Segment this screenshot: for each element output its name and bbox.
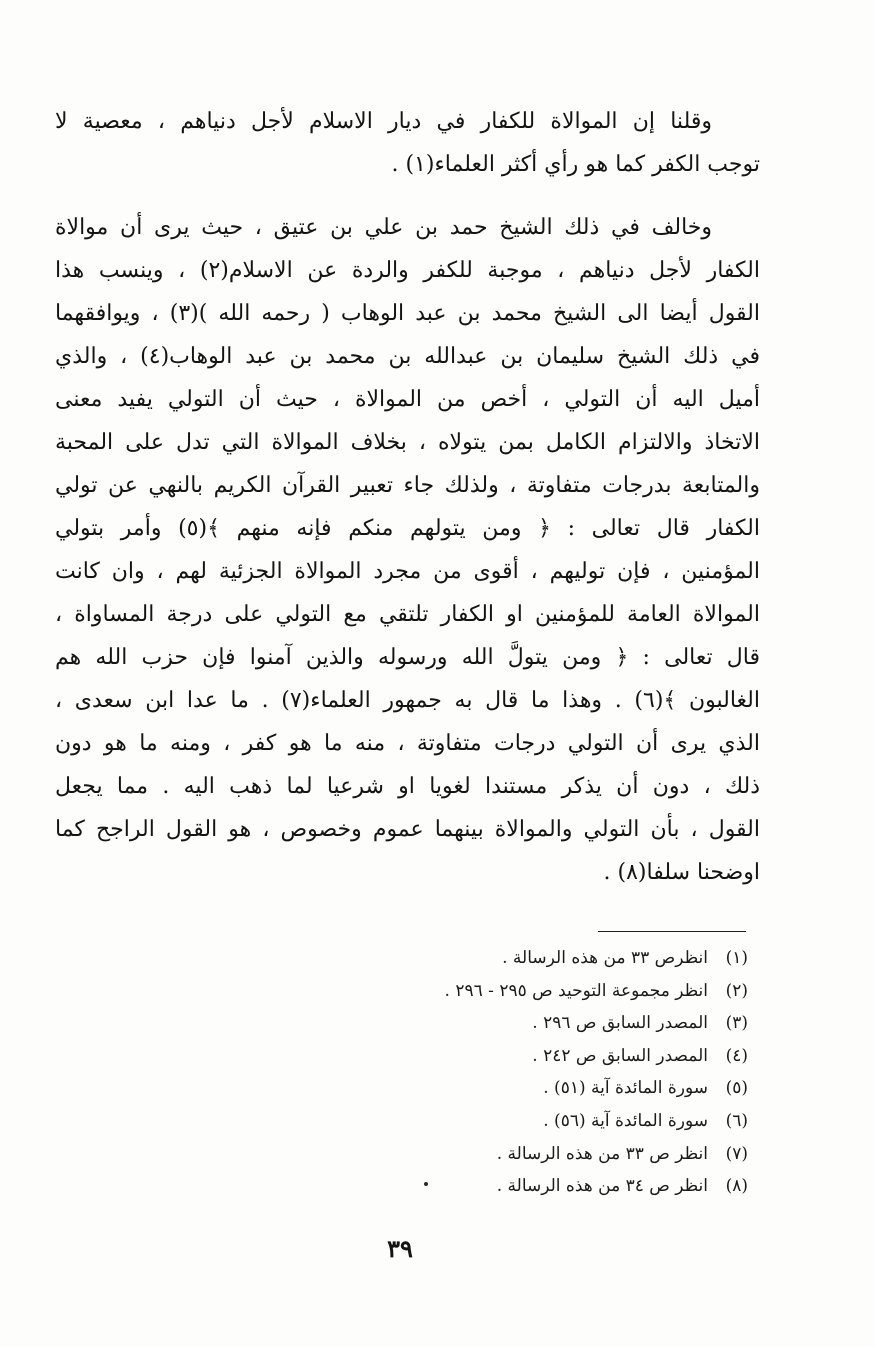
text-line: ذلك ، دون أن يذكر مستندا لغويا او شرعيا لما ذهب اليه . مما يجعل [55,774,760,799]
footnote-text: انظر ص ٣٣ من هذه الرسالة . [496,1143,708,1164]
footnote-item [380,1138,748,1171]
footnote-item [380,1072,748,1105]
footnote-item [380,975,748,1008]
footnote-text: انظر ص ٣٤ من هذه الرسالة . [496,1176,708,1197]
footnote-item [380,1040,748,1073]
text-line: المؤمنين ، فإن توليهم ، أقوى من مجرد الموالاة الجزئية لهم ، وان كانت [55,559,760,584]
footnote-number: (٥) [725,1078,748,1099]
footnote-item [380,942,748,975]
text-line: القول أيضا الى الشيخ محمد بن عبد الوهاب ( رحمه الله )(٣) ، ويوافقهما [55,301,760,326]
text-line: الغالبون ﴾(٦) . وهذا ما قال به جمهور العلماء(٧) . ما عدا ابن سعدى ، [55,688,760,713]
footnote-text: انظر مجموعة التوحيد ص ٢٩٥ - ٢٩٦ . [444,980,708,1001]
footnote-number: (٤) [725,1045,748,1066]
text-line: وقلنا إن الموالاة للكفار في ديار الاسلام لأجل دنياهم ، معصية لا [55,109,712,134]
footnotes-list [380,942,748,1203]
paragraph-2 [55,206,760,894]
text-line: القول ، بأن التولي والموالاة بينهما عموم وخصوص ، هو القول الراجح كما [55,817,760,842]
paragraph-1 [55,100,760,186]
footnote-text: سورة المائدة آية (٥٦) . [543,1110,708,1131]
footnote-number: (٨) [725,1176,748,1197]
text-line: والمتابعة بدرجات متفاوتة ، ولذلك جاء تعبير القرآن الكريم بالنهي عن تولي [55,473,760,498]
text-line: وخالف في ذلك الشيخ حمد بن علي بن عتيق ، حيث يرى أن موالاة [55,215,712,240]
footnote-item [380,1007,748,1040]
footnote-number: (١) [725,948,748,968]
footnote-number: (٧) [725,1143,748,1164]
footnote-number: (٦) [725,1110,748,1131]
footnote-item [380,1105,748,1138]
footnote-text: انظرص ٣٣ من هذه الرسالة . [502,948,708,968]
text-line: أميل اليه أن التولي ، أخص من الموالاة ، حيث أن التولي يفيد معنى [55,387,760,412]
text-line: الاتخاذ والالتزام الكامل بمن يتولاه ، بخلاف الموالاة التي تدل على المحبة [55,430,760,455]
text-line: الكفار قال تعالى : ﴿ ومن يتولهم منكم فإنه منهم ﴾(٥) وأمر بتولي [55,516,760,541]
text-line: اوضحنا سلفا(٨) . [603,860,760,885]
text-line: الذي يرى أن التولي درجات متفاوتة ، منه ما هو كفر ، ومنه ما هو دون [55,731,760,756]
ink-speck [424,1182,428,1186]
text-line: قال تعالى : ﴿ ومن يتولَّ الله ورسوله والذين آمنوا فإن حزب الله هم [55,645,760,670]
footnote-number: (٢) [725,980,748,1001]
footnote-text: المصدر السابق ص ٢٤٢ . [532,1045,708,1066]
text-line: توجب الكفر كما هو رأي أكثر العلماء(١) . [391,152,760,177]
footnote-text: المصدر السابق ص ٢٩٦ . [532,1013,708,1034]
text-line: في ذلك الشيخ سليمان بن عبدالله بن محمد بن عبد الوهاب(٤) ، والذي [55,344,760,369]
page-number: ٣٩ [387,1234,413,1263]
text-line: الموالاة العامة للمؤمنين او الكفار تلتقي مع التولي على درجة المساواة ، [55,602,760,627]
text-line: الكفار لأجل دنياهم ، موجبة للكفر والردة عن الاسلام(٢) ، وينسب هذا [55,258,760,283]
footnote-number: (٣) [725,1013,748,1034]
footnote-text: سورة المائدة آية (٥١) . [543,1078,708,1099]
footnote-item [380,1170,748,1203]
footnote-separator [598,931,746,932]
